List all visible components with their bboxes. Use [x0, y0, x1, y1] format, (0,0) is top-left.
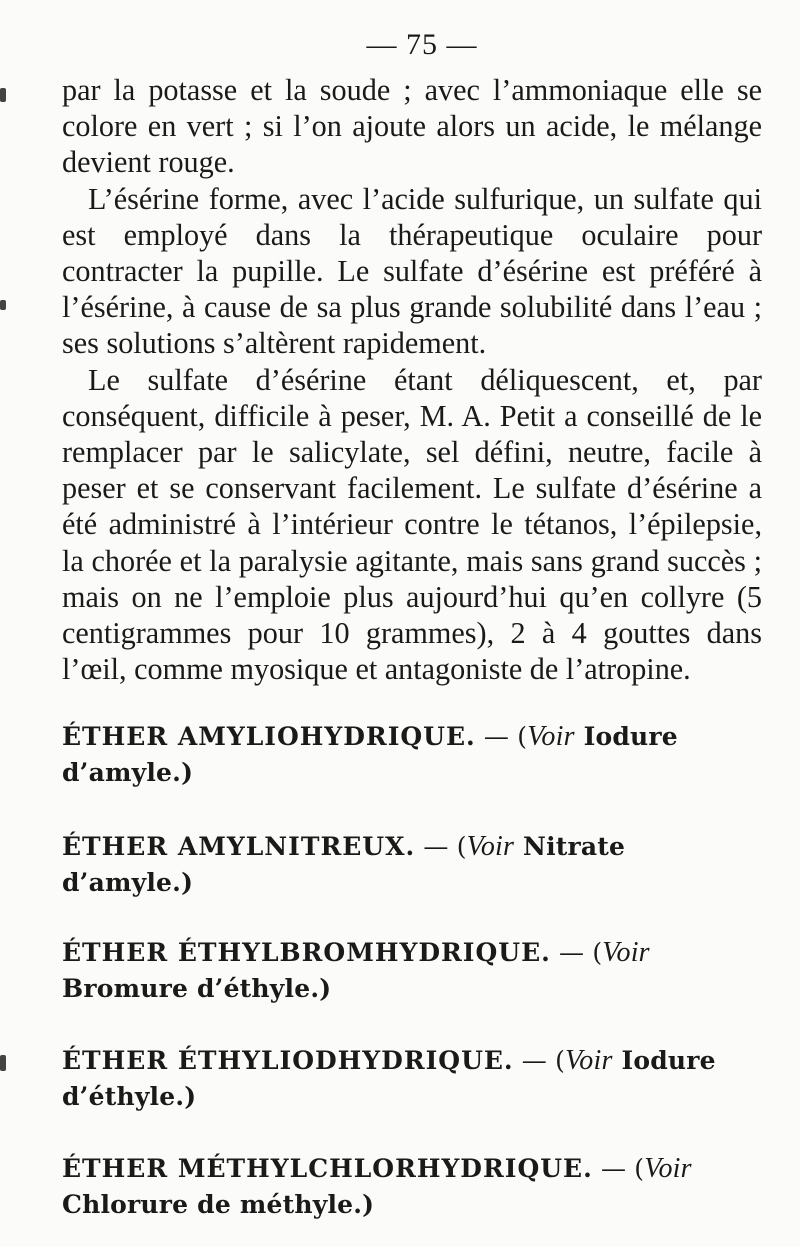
entry-voir: Voir [527, 721, 575, 753]
entry-voir: Voir [565, 1045, 613, 1077]
entry-dash: — ( [513, 1046, 566, 1076]
entry-headword: ÉTHER AMYLIOHYDRIQUE. [62, 722, 476, 752]
entry-headword: ÉTHER ÉTHYLBROMHYDRIQUE. [62, 938, 551, 968]
paragraph: Le sulfate d’ésérine étant déliquescent, et, par conséquent, difficile à peser, M. A. Petit a conseillé de le remplacer par le salicylate, sel défini, neutre, facile à peser et se conservant facilement. Le sulfate d’ésérine a été administré à l’intérieur contre le tétanos, l’épilepsie, la chorée et la paralysie agitante, mais sans grand succès ; mais on ne l’emploie plus aujourd’hui qu’en collyre (5 centigrammes pour 10 grammes), 2 à 4 gouttes dans l’œil, comme myosique et antagoniste de l’atropine. [62, 362, 762, 687]
entry-reference: Iodure d’amyle.) [62, 722, 678, 788]
page-edge-mark [0, 1055, 6, 1071]
entry-dash: — ( [592, 1154, 645, 1184]
paragraph: L’ésérine forme, avec l’acide sulfurique, un sulfate qui est employé dans la thérapeutique oculaire pour contracter la pupille. Le sulfate d’ésérine est préféré à l’ésérine, à cause de sa plus grande solubilité dans l’eau ; ses solutions s’altèrent rapidement. [62, 181, 762, 361]
entry-dash: — ( [475, 722, 528, 752]
entry-voir: Voir [466, 831, 515, 863]
entry-voir: Voir [602, 937, 650, 969]
dictionary-entry [62, 829, 762, 901]
entry-reference: Bromure d’éthyle.) [62, 974, 332, 1004]
dictionary-entry [62, 935, 762, 1007]
entry-dash: — ( [550, 938, 603, 968]
entry-reference: Chlorure de méthyle.) [62, 1190, 375, 1220]
dictionary-entry [62, 719, 762, 791]
entry-headword: ÉTHER AMYLNITREUX. [62, 832, 416, 862]
book-page [62, 28, 762, 1223]
page-edge-mark [0, 88, 6, 102]
entry-headword: ÉTHER ÉTHYLIODHYDRIQUE. [62, 1046, 514, 1076]
entry-headword: ÉTHER MÉTHYLCHLORHYDRIQUE. [62, 1154, 593, 1184]
entry-dash: — ( [415, 832, 467, 862]
page-number: — 75 — [366, 28, 478, 61]
dictionary-entry [62, 1151, 762, 1223]
paragraph: par la potasse et la soude ; avec l’ammoniaque elle se colore en vert ; si l’on ajoute alors un acide, le mélange devient rouge. [62, 73, 762, 180]
entry-reference: Iodure d’éthyle.) [62, 1046, 716, 1112]
entry-reference: Nitrate d’amyle.) [62, 832, 626, 898]
entry-voir: Voir [644, 1153, 692, 1185]
page-edge-mark [0, 300, 6, 310]
dictionary-entry [62, 1043, 762, 1115]
